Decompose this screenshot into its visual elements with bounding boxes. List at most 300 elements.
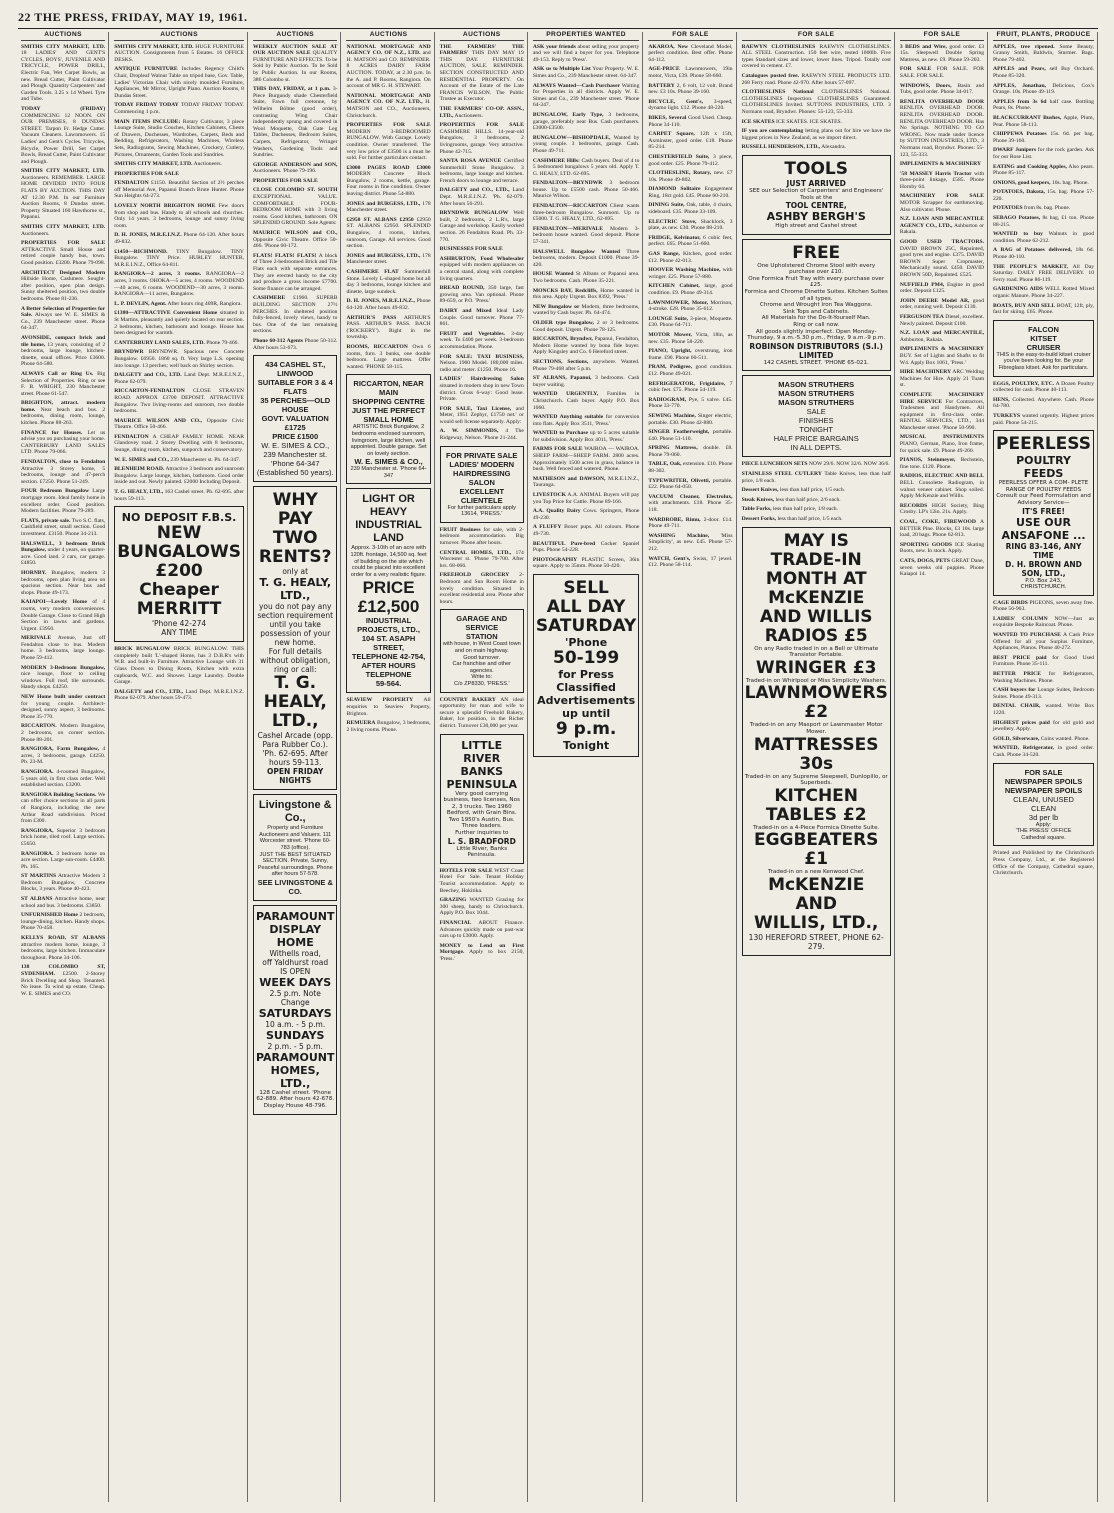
- classified-body: THIS DAY MAY 19 THIS DAY. FURNITURE AUCTION, SALE. REMINDER. SECTION CONSTRUCTED AND RESIDENTIAL PROPERTY. On Account of the Estate of the Late FRANCIS WILSON. The Public Trustee as Executor.: [439, 50, 524, 103]
- classified-heading: MATHESON and DAWSON,: [532, 475, 606, 482]
- ad-line: Withells road,: [269, 948, 321, 958]
- classified-heading: PHOTOGRAPHY: [532, 556, 578, 563]
- column-items: [742, 461, 891, 522]
- column-10: [990, 32, 1098, 1502]
- classified-item: [114, 66, 244, 99]
- classified-body: Auctioneers. 'Phone 79-196.: [252, 168, 317, 175]
- ad-line: L. S. BRADFORD: [447, 836, 516, 846]
- classified-item: [21, 964, 105, 997]
- classified-item: [648, 494, 732, 514]
- classified-body: Wanted by young couple. 3 bedrooms, garage. Cash. Phone 49-711.: [532, 134, 640, 154]
- masthead: [18, 10, 1098, 29]
- classified-item: [648, 283, 732, 296]
- classified-item: [648, 66, 732, 79]
- classified-body: Auctioneers.: [21, 230, 50, 237]
- ad-line: 9 p.m.: [555, 718, 617, 739]
- classified-heading: THE PEOPLE'S MARKET,: [993, 263, 1068, 270]
- ad-line: STATION: [465, 632, 498, 642]
- classified-body: Hillside Home, Cashmere. Sought-after position, open plan design. Sunny sheltered position, two double bedrooms. Phone 81-236.: [21, 276, 106, 302]
- ad-line: 'Phone: [565, 635, 608, 649]
- classified-item: [533, 430, 640, 443]
- column-header: PROPERTIES WANTED: [533, 32, 640, 41]
- classified-heading: WANTED, Refrigerator,: [993, 745, 1054, 752]
- classified-item: [21, 599, 105, 632]
- classified-heading: HOOVER Washing Machine,: [648, 267, 721, 274]
- ad-line: AFTER HOURS TELEPHONE: [361, 661, 416, 680]
- classified-item: [900, 369, 984, 389]
- ad-line: Formica and Chrome Dinette Suites. Kitchen Suites of all types.: [744, 289, 888, 302]
- classified-body: A block of Three 2-bedroomed Brick and Tile Flats each with separate entrances. They are erected handy to the city and produce a gross income £7700. Some finance can be arranged.: [252, 252, 338, 292]
- classified-heading: £1380—ATTRACTIVE Convenient Home: [114, 310, 218, 317]
- classified-body: 3 piece, good order. £25. Phone 79-412.: [648, 153, 733, 167]
- classified-body: 4 The Ridgeway, Nelson. 'Phone 21-244.: [439, 428, 524, 442]
- ad-line: W. E. SIMES & CO.,: [354, 457, 423, 467]
- classified-body: Two S.C. flats, Cashfield street, small section. Good investment. £3150. Phone 34-213.: [21, 517, 106, 537]
- classified-item: [648, 115, 732, 128]
- classified-body: Cash buyers. Deal of 4 to 5 bedroomed bungalows 5 years old. Apply T. G. HEALY, LTD. 62-695.: [532, 157, 640, 177]
- ad-line: TWO RENTS?: [258, 528, 332, 568]
- classified-body: £2500. 2-Storey Brick Dwelling and Shop. Tenanted. No lease. To wind up estate. Cheap. W. E. SIMES and CO.: [21, 971, 106, 997]
- classified-heading: CHIPPEWA Potatoes: [993, 131, 1047, 138]
- classified-item: [533, 44, 640, 64]
- classified-body: WAIROA — WAIROA. SHEEP FARM—SHEEP FARM. 2800 acres. Approximately 1500 acres in grass, balance in bush. Well fenced and watered. Phone.: [532, 446, 640, 473]
- column-7: [645, 32, 736, 1502]
- classified-body: anywhere. Wanted. Phone 79-468 after 5 p.m.: [532, 358, 640, 372]
- classified-item: [440, 527, 524, 547]
- classified-item: [648, 397, 732, 410]
- classified-body: 3-speed, dynamo light. £12. Phone 48-220.: [648, 98, 733, 112]
- classified-body: Also pears. Phone 85-117.: [993, 163, 1094, 177]
- classified-item: [253, 253, 338, 293]
- classified-item: [114, 180, 244, 200]
- classified-item: [648, 381, 732, 394]
- classified-heading: SMITHS CITY MARKET, LTD.: [21, 224, 106, 231]
- classified-body: Opposite Civic Theatre. Office 50-466. 'Phone 60-172.: [252, 236, 338, 250]
- ad-line: FINISHES: [798, 416, 834, 426]
- classified-item: [993, 655, 1094, 668]
- classified-body: HUGE FURNITURE AUCTION. Consignments from 5 Estates. 16 OFFICE DESKS.: [114, 43, 244, 63]
- classified-heading: FENDALTON—MERIVALE: [532, 225, 603, 232]
- classified-heading: ALWAYS Wanted—Cash Purchaser: [532, 82, 621, 89]
- classified-item: [114, 372, 244, 385]
- classified-item: [900, 434, 984, 454]
- classified-heading: BUSINESSES FOR SALE: [439, 246, 503, 253]
- classified-body: 18s 6d. Phone 40-110.: [993, 247, 1094, 261]
- classified-heading: LAWNMOWER, Motor,: [648, 299, 708, 306]
- ad-line: 142 CASHEL STREET. 'PHONE 65-021.: [763, 359, 869, 366]
- classified-heading: FINANCIAL: [439, 920, 472, 926]
- classified-heading: CARPET Square,: [648, 131, 695, 138]
- classified-body: Modern, three bedrooms, wanted by Cash buyer. Ph. 64-474.: [532, 303, 640, 317]
- ad-line: HALF PRICE BARGAINS: [773, 434, 859, 444]
- ad-line: PRICE £12,500: [357, 578, 420, 617]
- ad-line: 30s: [799, 753, 834, 774]
- classified-body: PIANO, German, Piano, Iron frame, for quick sale. £9. Phone 49-260.: [899, 441, 985, 454]
- classified-body: After hours ring 409R, Rangiora.: [167, 300, 242, 307]
- ad-line: Traded-in on a new Kenwood Chef.: [767, 869, 865, 876]
- classified-heading: PIECE LUNCHEON SETS: [741, 461, 808, 468]
- classified-item: [440, 428, 524, 441]
- classified-body: Near beach and bus. 2 bedrooms, dining room, lounge, kitchen. Phone 88-263.: [21, 406, 106, 427]
- ad-line: KITSET: [1030, 333, 1057, 343]
- classified-item: [21, 896, 105, 909]
- classified-body: less than half price, 1/8 each.: [772, 506, 839, 513]
- classified-body: Three bedrooms, modern. Deposit £1000. Phone 39-420.: [532, 248, 640, 268]
- ad-line: One Upholstered Chrome Stool with every purchase over £10.: [757, 262, 876, 276]
- classified-heading: ST MARTINS: [21, 873, 57, 880]
- classified-body: Large mortgage room. Ideal family home in excellent order. Good position. Modern facilities. Phone 79-289.: [21, 488, 106, 515]
- classified-item: [742, 471, 891, 484]
- classified-heading: APPLES, Jonathan,: [993, 82, 1046, 89]
- classified-body: with three-point linkage, £585. Phone Hornby 64.: [899, 170, 985, 190]
- classified-body: Waiting for Properties in all districts. Apply W. E. Simes and Co., 239 Manchester street. 'Phone 64-347.: [532, 82, 640, 109]
- classified-body: 3-piece, Moquette. £30. Phone 64-711.: [648, 315, 733, 329]
- classified-item: [648, 83, 732, 96]
- classified-heading: GAS Range,: [648, 251, 680, 258]
- classified-heading: SPORTING GOODS: [899, 541, 953, 548]
- classified-body: for conversion into flats. Apply Box 3511, 'Press.': [532, 414, 640, 427]
- classified-heading: POTATOES, Dakota,: [993, 189, 1046, 196]
- classified-body: COMMENCING 12 NOON. ON OUR PREMISES, 8 DUNDAS STREET. Tarpon Fr. Hedge Cutter. Vacuum Cleaners. Lawnmowers. 15 Ladies' and Gent's Cycles. Tricycles, Bicycle, Power Drill, Set Carpet Bowls, Bread Cutter, Paint Cultivator and Plough.: [21, 112, 106, 165]
- classified-body: 4-roomed Bungalow, 5 years old, in first class order. Well established section. £3200.: [21, 768, 106, 789]
- classified-heading: SMITHS CITY MARKET, LTD.: [21, 168, 106, 175]
- classified-heading: COMPLETE MACHINERY HIRE SERVICE: [899, 391, 985, 405]
- classified-item: [533, 359, 640, 372]
- classified-body: Few doors from shop and bus. Handy to all schools and churches. Only 14 years. 3 bedrooms, lounge and sunny living room.: [114, 203, 244, 229]
- classified-item: [900, 171, 984, 191]
- classified-body: Attractive home, near school and bus. 3 bedrooms. £3850.: [21, 896, 106, 909]
- classified-heading: FINANCE for Houses.: [21, 429, 83, 436]
- classified-body: Phone 64-120. After hours 49-832.: [114, 232, 244, 246]
- ad-line: SATURDAYS: [258, 1006, 332, 1020]
- classified-body: good order. £3 15s. Sleepwell Double Spring Mattress, as new. £9. Phone 59-203.: [899, 43, 985, 63]
- classified-item: [993, 231, 1094, 244]
- classified-heading: POTATOES: [993, 205, 1023, 212]
- classified-item: [993, 99, 1094, 112]
- masthead-text: 22 THE PRESS, FRIDAY, MAY 19, 1961.: [18, 10, 248, 24]
- classified-item: [533, 226, 640, 246]
- classified-body: A CHEAP FAMILY HOME. NEAR Glandovey road. 2 Storey Dwelling with 8 bedrooms, lounge, dining room, kitchen, sunporch and conservatory.: [114, 433, 244, 454]
- classified-heading: Table Forks,: [741, 506, 772, 513]
- classified-item: [993, 687, 1094, 700]
- ad-line: HOMES, LTD.,: [270, 1063, 320, 1090]
- classified-heading: DENTAL CHAIR,: [993, 703, 1041, 710]
- ad-line: LITTLE RIVER: [461, 738, 503, 765]
- column-items: [900, 44, 984, 578]
- classified-body: 3-day week. To £400 per week. 3-bedroom accommodation. Phone.: [439, 330, 524, 350]
- classified-item: [253, 338, 338, 351]
- classified-item: [900, 330, 984, 343]
- classified-body: QUALITY FURNITURE AND EFFECTS. To be Sold by Public Auction. To be Sold by Public Auction. In our Rooms, 386 Colombo st.: [252, 50, 338, 83]
- classified-item: [648, 267, 732, 280]
- classified-item: [648, 445, 732, 458]
- ad-line: 130 HEREFORD STREET, PHONE 62-279.: [748, 932, 884, 951]
- column-items: [533, 446, 640, 489]
- ad-line: Ring or call now.: [793, 322, 840, 329]
- classified-item: [346, 253, 430, 266]
- classified-body: of 4 rooms, very modern conveniences. Double Garage. Close to Grand High Section in lawns and gardens. Urgent. £3950.: [21, 599, 106, 632]
- classified-body: Summerhill Stone. Lovely L-shaped home but all day 3 bedrooms, lounge kitchen and dinette, large sundeck.: [346, 269, 431, 295]
- ad-line: WILLIS, LTD.,: [754, 912, 879, 933]
- classified-item: [346, 44, 430, 90]
- classified-item: [533, 414, 640, 427]
- classified-item: [648, 517, 732, 530]
- classified-heading: APPLES and Pears,: [993, 66, 1046, 73]
- classified-heading: BIKES, Several: [648, 114, 687, 121]
- classified-body: 3 bedroom home on acre section. Large sun-room. £4400. Ph. 165.: [21, 850, 106, 870]
- ad-line: T. G. HEALY, LTD.,: [259, 576, 332, 603]
- classified-heading: ANTIQUE FURNITURE: [114, 66, 178, 73]
- ad-line: Sink Tops and Cabinets.: [782, 308, 850, 315]
- classified-item: [21, 270, 105, 303]
- classified-body: TODAY FRIDAY TODAY. Commencing 1 p.m.: [114, 102, 244, 115]
- ad-line: 50-199: [553, 647, 620, 668]
- classified-body: Table Knives, less than half price, 1/8 each.: [741, 471, 891, 484]
- classified-heading: GEORGE ANDERSON and SON,: [252, 161, 338, 168]
- classified-item: [533, 336, 640, 356]
- classified-heading: NATIONAL MORTGAGE AND AGENCY CO. OF N.Z. LTD.,: [346, 92, 431, 106]
- column-5: [437, 32, 528, 1502]
- classified-heading: ARTHUR'S PASS: [346, 314, 397, 321]
- ad-line: Advertisements: [537, 693, 636, 707]
- classified-item: [253, 230, 338, 250]
- ad-line: SATURDAY: [535, 615, 637, 636]
- classified-item: [440, 256, 524, 282]
- classified-body: MODERN Concrete Block Bungalow, 2 rooms, kettle, garage. Four rooms in fine condition. Owner leaving district. Phone 54-880.: [346, 171, 431, 198]
- classified-body: AN ideal opportunity for man and wife to secure a splendid Freehold Bakery, Baker, Ice position, in the Richer district. Turnover £30,000 per year.: [439, 696, 524, 729]
- classified-item: [900, 66, 984, 79]
- classified-body: Always see W. E. SIMES & Co., 239 Manchester street. Phone 64-347.: [21, 312, 106, 332]
- classified-body: sell Buy Orchard. Phone 85-320.: [993, 66, 1094, 79]
- ad-line: Little River, Banks Peninsula.: [456, 845, 508, 859]
- classified-item: [114, 203, 244, 229]
- classified-heading: SANTA ROSA AVENUE: [439, 158, 502, 165]
- classified-body: letting plans out for hire we have the biggest prices in New Zealand, as we import direct.: [741, 128, 891, 141]
- riccarton-home-ad: [346, 374, 430, 484]
- classified-heading: W. E. SIMES and CO.,: [114, 456, 170, 463]
- classified-item: [21, 224, 105, 237]
- classified-heading: EATING and Cooking Apples,: [993, 163, 1067, 170]
- hairdressing-salon-ad: [440, 446, 524, 523]
- classified-item: [993, 215, 1094, 228]
- ad-line: Traded-in on a 4-Piece Formica Dinette Suite.: [753, 824, 880, 831]
- classified-item: [742, 73, 891, 86]
- classified-item: [648, 300, 732, 313]
- classified-heading: BUNGALOW, Early Type,: [532, 111, 604, 118]
- classified-body: BOAT, 12ft, ply, fast for skiing. £65. Phone.: [993, 302, 1094, 316]
- classified-heading: PIANO, Upright,: [648, 348, 692, 355]
- classified-item: [440, 897, 524, 917]
- classified-heading: KITCHEN Cabinet,: [648, 283, 700, 290]
- classified-item: [21, 792, 105, 825]
- classified-body: Delicious, Cox's Orange. 10s. Phone 49-119.: [993, 82, 1094, 96]
- classified-body: Modern 3-bedroom house wanted. Good deposit. Phone 57-341.: [532, 225, 640, 246]
- classified-body: 3 bedrooms. Cash buyer waiting.: [532, 375, 640, 388]
- classified-body: wanted. Write Box 1220.: [993, 703, 1094, 716]
- ad-line: you do not pay any section requirement until you take possession of your new home.: [257, 602, 334, 648]
- classified-heading: L. P. DEVLIN, Agent.: [114, 300, 167, 307]
- classified-body: with attachments. £18. Phone 35-118.: [648, 500, 733, 514]
- ad-line: TELEPHONE 42-754,: [351, 652, 426, 662]
- ad-line: 128 Cashel street. 'Phone 62-889. After hours 42-678. Display House 48-796.: [256, 1089, 335, 1110]
- column-1: [18, 32, 109, 1502]
- classified-heading: WINDOWS, Doors,: [899, 82, 952, 89]
- classified-body: 2-door. £14. Phone 49-711.: [648, 516, 733, 530]
- ad-line: MAY IS: [783, 530, 849, 551]
- classified-item: [993, 180, 1094, 187]
- classified-item: [900, 216, 984, 236]
- tools-ad: [742, 155, 891, 235]
- classified-heading: NATIONAL MORTGAGE AND AGENCY CO. OF N.Z., LTD.: [346, 43, 431, 57]
- classified-heading: GRAZING: [439, 897, 467, 904]
- classified-body: Phone 50-312. After hours 53-673.: [252, 337, 338, 351]
- ad-line: PARAMOUNT: [255, 1050, 335, 1064]
- classified-body: A.A. ANIMAL Buyers will pay you Top Price for Cattle. Phone 89-166.: [532, 492, 640, 505]
- classified-body: Opposite Civic Theatre. Office 50-466.: [114, 417, 244, 431]
- ad-line: 104 ST. ASAPH STREET,: [361, 634, 416, 653]
- classified-item: [533, 83, 640, 109]
- classified-item: [993, 745, 1094, 758]
- classified-heading: AGE-PRICE: [648, 66, 680, 73]
- classified-heading: PROPERTIES FOR SALE: [21, 240, 106, 247]
- classified-item: [533, 476, 640, 489]
- column-items: [346, 44, 430, 371]
- ad-line: IN ALL DEPTS.: [790, 443, 842, 453]
- classified-heading: CANTERBURY LAND SALES, LTD.: [114, 339, 205, 346]
- classified-body: Apple, Plum, Pear. Phone 58-113.: [993, 114, 1094, 128]
- classified-body: M.R.E.I.N.Z., Tauranga.: [532, 475, 640, 489]
- classified-heading: WANTED TO PURCHASE: [993, 632, 1061, 639]
- classified-body: WELL Rotted Mixed organic Manure. Phone 34-227.: [993, 286, 1094, 299]
- classified-heading: FOR SALE: [899, 66, 932, 73]
- classified-heading: TODAY (FRIDAY): [21, 105, 106, 112]
- classified-item: [742, 119, 891, 126]
- classified-heading: DWARF Junipers: [993, 147, 1037, 154]
- classified-body: A Dozen Poultry collected for cash. Phone 40-113.: [993, 380, 1094, 394]
- ad-line: 3d per lb: [1028, 812, 1059, 822]
- classified-body: ICE SKATES. ICE SKATES.: [775, 118, 843, 125]
- ad-line: NEWSPAPER SPOILS: [1004, 785, 1083, 795]
- classified-item: [114, 249, 244, 269]
- classified-body: attractive modern home, lounge, 3 bedrooms, large kitchen. Immaculate throughout. Phone 34-106.: [21, 941, 106, 961]
- classified-heading: THIS DAY, FRIDAY, at 1 p.m.: [252, 86, 331, 93]
- classified-body: Client wants three-bedroom Bungalow. Sunroom. Up to £5000. T. G. HEALY, LTD., 62-695.: [532, 203, 640, 223]
- classified-body: Attractive 3 Storey home, 5 bedrooms, lounge and 47-perch section. £7250. Phone 51-249.: [21, 465, 106, 485]
- classified-item: [900, 83, 984, 96]
- classified-item: [440, 44, 524, 103]
- classified-heading: JONES and BURGESS, LTD.,: [346, 200, 421, 207]
- classified-item: [21, 769, 105, 789]
- ad-line: P.O. Box 243,: [1025, 577, 1062, 584]
- column-3: [250, 32, 342, 1502]
- classified-body: about selling your property and we will find a buyer for you. Telephone 49-153. Reply to 'Press'.: [532, 43, 640, 63]
- classified-item: [993, 397, 1094, 410]
- classified-body: 2-Bedroom and Sun Room Home in lovely condition. Situated in excellent residential area. Phone after hours.: [439, 572, 524, 605]
- classified-item: [114, 349, 244, 369]
- column-8: [739, 32, 895, 1502]
- classified-item: [440, 308, 524, 328]
- ad-line: FALCON: [1028, 324, 1059, 334]
- ad-line: POULTRY FEEDS: [1016, 454, 1071, 481]
- classified-heading: RENLITA OVERHEAD DOOR: [899, 98, 985, 105]
- classified-body: All Day Saturday. DAILY FREE DELIVERY. 10 Ferry road. Phone 86-119.: [993, 263, 1095, 283]
- ad-line: TRADE-IN: [770, 549, 862, 570]
- classified-heading: JONES and BURGESS, LTD.,: [346, 252, 421, 259]
- ad-line: PARAMOUNT: [255, 909, 335, 923]
- classified-heading: SECTIONS, Sections,: [532, 358, 589, 365]
- classified-heading: ONIONS, good keepers,: [993, 179, 1051, 186]
- classified-item: [533, 203, 640, 223]
- classified-heading: BICYCLE, Gent's,: [648, 98, 703, 105]
- ad-line: SUNDAYS: [265, 1028, 325, 1042]
- classified-item: [114, 271, 244, 297]
- classified-body: £2950 ST. ALBANS £2950. SPLENDID Bungalow, 4 rooms, kitchen, sunroom, Garage. All services. Good section.: [346, 216, 431, 250]
- ad-line: JUST ARRIVED: [786, 178, 846, 188]
- classified-heading: BATTERY: [648, 82, 675, 89]
- classified-body: Ashburton, Rakaia.: [899, 336, 944, 343]
- classified-heading: MERIVALE: [21, 635, 52, 642]
- classified-item: [114, 418, 244, 431]
- ad-line: RICCARTON, NEAR MAIN: [353, 379, 424, 398]
- classified-item: [114, 310, 244, 336]
- ad-line: KITCHEN: [774, 785, 859, 806]
- ad-line: CLEAN, UNUSED: [1013, 794, 1074, 804]
- ad-line: TOOL CENTRE,: [785, 201, 847, 211]
- classified-item: [993, 147, 1094, 160]
- classified-item: [742, 497, 891, 504]
- ad-line: SHOPPING CENTRE: [352, 397, 425, 407]
- ad-line: For full details without obligation, ring or call:: [260, 647, 331, 675]
- ad-line: only at: [282, 567, 309, 577]
- classified-heading: RAEWYN CLOTHESLINES: [741, 43, 816, 50]
- classified-heading: WANTED URGENTLY,: [532, 391, 599, 398]
- classified-item: [114, 489, 244, 502]
- classified-item: [440, 354, 524, 374]
- classified-item: [114, 434, 244, 454]
- ad-line: Property and Furniture Auctioneers and Valuers. 111 Worcester street. 'Phone 60-783 (office).: [259, 825, 332, 851]
- classified-body: 2 or 3 bedrooms. Good deposit. Urgent. Phone 78-125.: [532, 319, 640, 333]
- classified-item: [648, 219, 732, 232]
- column-2: [111, 32, 248, 1502]
- classified-item: [21, 570, 105, 596]
- classified-body: double. £8. Phone 79-060.: [648, 445, 733, 458]
- classified-body: We can offer choice sections in all parts of Rangiora, including the new Arthur Road subdivision. Priced from £300.: [21, 791, 106, 825]
- classified-item: [993, 115, 1094, 128]
- classified-item: [900, 558, 984, 578]
- classified-body: Auctioneers. REMEMBER. LARGE HOME DIVIDED INTO FOUR FLATS BY AUCTION. THIS DAY AT 12.30 P.M. In our Furniture Auction Rooms, 8 Dundas street. Property Situated 160 Hawthorne st., Papanui.: [21, 174, 106, 221]
- classified-heading: PROPERTIES FOR SALE: [114, 170, 179, 177]
- classified-heading: RANGIORA,: [21, 827, 54, 834]
- classified-heading: ICE SKATES: [741, 118, 775, 125]
- classified-body: Shacklock, 3 plate, as new. £30. Phone 88-210.: [648, 218, 733, 232]
- ad-line: C/o ZP8330, 'PRESS.': [453, 680, 510, 687]
- classified-item: [900, 239, 984, 279]
- classified-heading: PRAM, Pedigree,: [648, 364, 693, 371]
- classified-heading: CASH buyers for: [993, 687, 1036, 694]
- classified-heading: TABLE, Oak,: [648, 461, 682, 468]
- classified-heading: TURKEYS: [993, 412, 1021, 419]
- classified-body: ARC Welding Machines for Hire. Apply 21 Tuam st.: [899, 369, 985, 389]
- classified-body: extension. £10. Phone 88-302.: [648, 461, 733, 475]
- classified-body: CASHMERE HILLS. 14-year-old Bungalow, 3 bedrooms, 2 livingrooms, garage. Very attractive. Phone 42-715.: [439, 128, 524, 155]
- classified-item: [900, 503, 984, 516]
- ad-line: BANKS PENINSULA: [446, 764, 517, 791]
- classified-item: [253, 295, 338, 335]
- ad-line: TOOLS: [784, 158, 848, 179]
- classified-body: EXCEPTIONAL VALUE. COMFORTABLE FOUR-BEDROOM HOME with 3 living rooms. Good kitchen, bathroom. ON SPLENDID GROUND. Sole Agents:: [252, 194, 338, 227]
- classified-body: with wringer. £25. Phone 57-880.: [648, 267, 733, 280]
- classified-item: [21, 371, 105, 397]
